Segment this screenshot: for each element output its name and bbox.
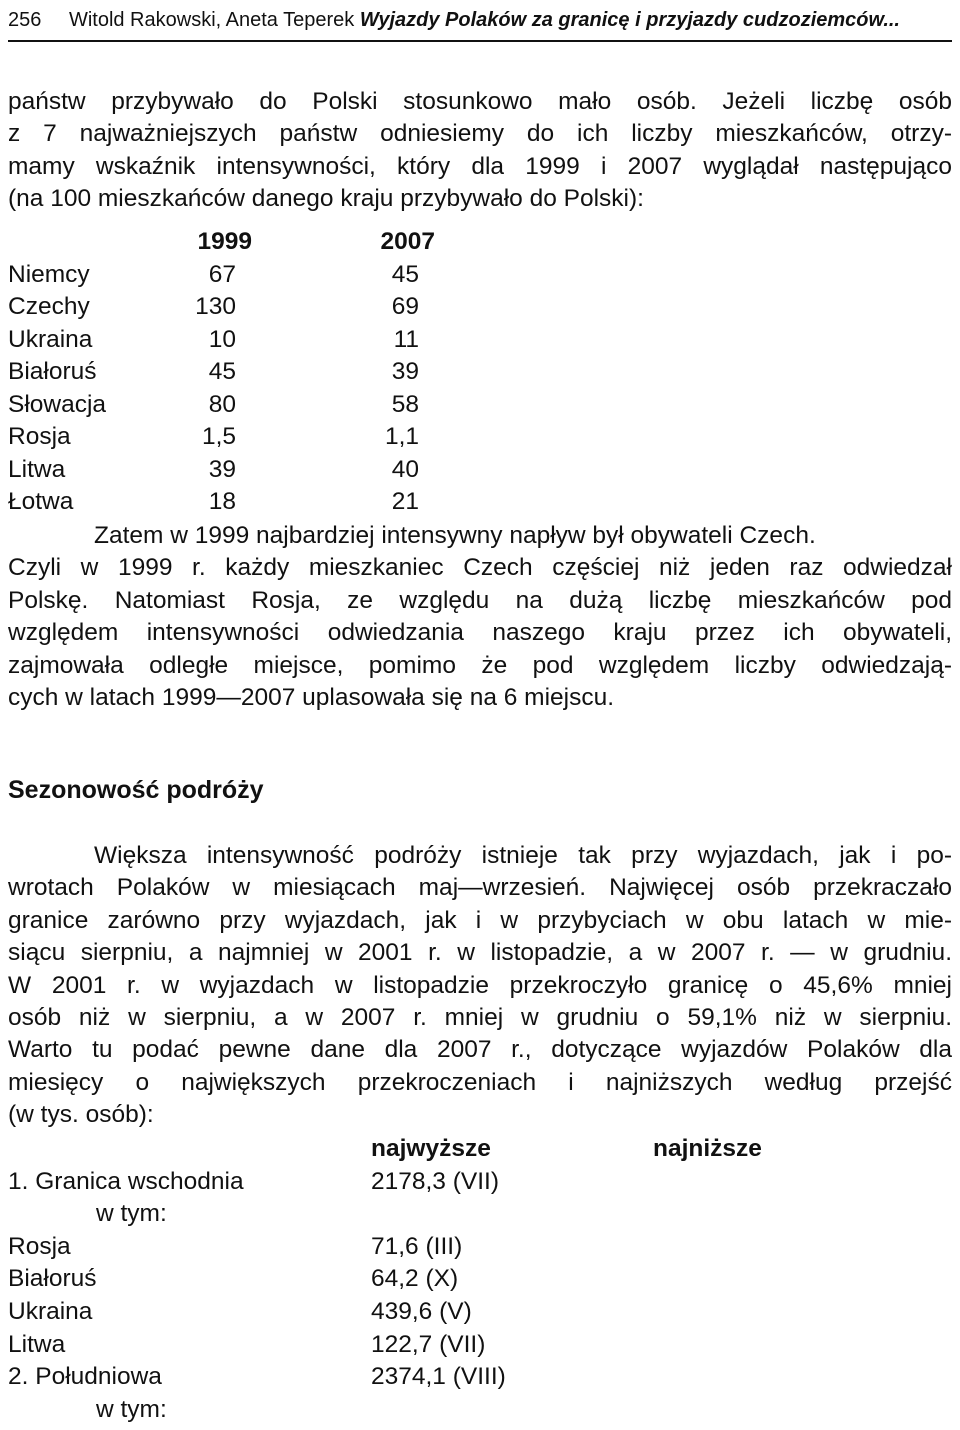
seasonality-paragraph: [8, 840, 952, 1132]
intro-paragraph: [8, 86, 952, 216]
value-2007: 39: [391, 358, 419, 385]
text-line: (w tys. osób):: [8, 1101, 154, 1129]
country-name: Białoruś: [8, 358, 97, 385]
page-number: 256: [8, 9, 42, 31]
value-highest: 71,6 (III): [371, 1232, 463, 1260]
text-line: miesięcy o największych przekroczeniach i najniższych według przejść: [8, 1068, 952, 1096]
row-label: Litwa: [8, 1330, 66, 1358]
value-highest: 2374,1 (VIII): [371, 1363, 506, 1391]
value-1999: 18: [208, 488, 236, 515]
text-line: Warto tu podać pewne dane dla 2007 r., dotyczące wyjazdów Polaków dla: [8, 1036, 952, 1064]
text-line: Większa intensywność podróży istnieje tak przy wyjazdach, jak i po-: [94, 842, 952, 869]
value-1999: 80: [208, 390, 236, 418]
row-label: 2. Południowa: [8, 1363, 162, 1391]
text-line: siącu sierpniu, a najmniej w 2001 r. w listopadzie, a w 2007 r. — w grudniu.: [8, 939, 952, 967]
row-label: w tym:: [96, 1395, 167, 1423]
header-title: Wyjazdy Polaków za granicę i przyjazdy cudzoziemców...: [359, 9, 900, 31]
country-name: Słowacja: [8, 390, 107, 418]
text-line: zajmowała odległe miejsce, pomimo że pod względem liczby odwiedzają-: [8, 651, 952, 679]
value-1999: 10: [208, 325, 236, 353]
value-2007: 1,1: [384, 423, 419, 450]
header-authors: Witold Rakowski, Aneta Teperek: [68, 9, 355, 31]
text-line: Zatem w 1999 najbardziej intensywny napływ był obywateli Czech.: [94, 522, 816, 549]
value-highest: 439,6 (V): [371, 1298, 472, 1325]
text-line: osób niż w sierpniu, a w 2007 r. mniej w grudniu o 59,1% niż w sierpniu.: [8, 1003, 952, 1031]
section-heading: Sezonowość podróży: [8, 776, 264, 804]
header-rule: [8, 40, 952, 42]
value-2007: 40: [391, 455, 419, 483]
value-2007: 21: [391, 488, 419, 515]
value-1999: 1,5: [201, 423, 236, 450]
value-2007: 11: [393, 325, 419, 353]
value-2007: 45: [391, 260, 419, 288]
text-line: cych w latach 1999—2007 uplasowała się na 6 miejscu.: [8, 683, 615, 711]
text-line: Czyli w 1999 r. każdy mieszkaniec Czech częściej niż jeden raz odwiedzał: [8, 554, 952, 582]
country-name: Ukraina: [8, 325, 93, 353]
column-header-2007: 2007: [380, 228, 435, 255]
text-line: W 2001 r. w wyjazdach w listopadzie przekroczyło granicę o 45,6% mniej: [8, 971, 952, 999]
country-name: Czechy: [8, 293, 90, 320]
row-label: w tym:: [96, 1200, 167, 1228]
text-line: względem intensywności odwiedzania naszego kraju przez ich obywateli,: [8, 619, 952, 647]
text-line: państw przybywało do Polski stosunkowo mało osób. Jeżeli liczbę osób: [8, 88, 952, 115]
row-label: Rosja: [8, 1232, 71, 1260]
value-1999: 67: [208, 260, 236, 288]
value-1999: 130: [195, 293, 236, 320]
row-label: 1. Granica wschodnia: [8, 1167, 244, 1195]
running-header: [8, 0, 952, 40]
text-line: granice zarówno przy wyjazdach, jak i w przybyciach w obu latach w mie-: [8, 906, 952, 934]
row-label: Ukraina: [8, 1298, 93, 1325]
country-name: Łotwa: [8, 488, 74, 515]
conclusion-paragraph: [8, 520, 952, 714]
column-header-1999: 1999: [197, 228, 252, 255]
column-header-highest: najwyższe: [371, 1135, 491, 1162]
country-name: Niemcy: [8, 260, 90, 288]
value-2007: 69: [391, 293, 419, 320]
text-line: Polskę. Natomiast Rosja, ze względu na dużą liczbę mieszkańców pod: [8, 586, 952, 614]
text-line: (na 100 mieszkańców danego kraju przybywało do Polski):: [8, 185, 644, 213]
text-line: z 7 najważniejszych państw odniesiemy do ich liczby mieszkańców, otrzy-: [8, 120, 952, 148]
value-1999: 45: [208, 358, 236, 385]
country-name: Rosja: [8, 423, 71, 450]
text-line: wrotach Polaków w miesiącach maj—wrzesień. Najwięcej osób przekraczało: [8, 874, 952, 902]
text-line: mamy wskaźnik intensywności, który dla 1999 i 2007 wyglądał następująco: [8, 152, 952, 180]
value-highest: 64,2 (X): [371, 1265, 459, 1293]
country-name: Litwa: [8, 455, 66, 483]
value-1999: 39: [208, 455, 236, 483]
value-2007: 58: [391, 390, 419, 418]
column-header-lowest: najniższe: [653, 1135, 762, 1162]
value-highest: 2178,3 (VII): [371, 1167, 500, 1195]
value-highest: 122,7 (VII): [371, 1330, 486, 1358]
row-label: Białoruś: [8, 1265, 97, 1293]
